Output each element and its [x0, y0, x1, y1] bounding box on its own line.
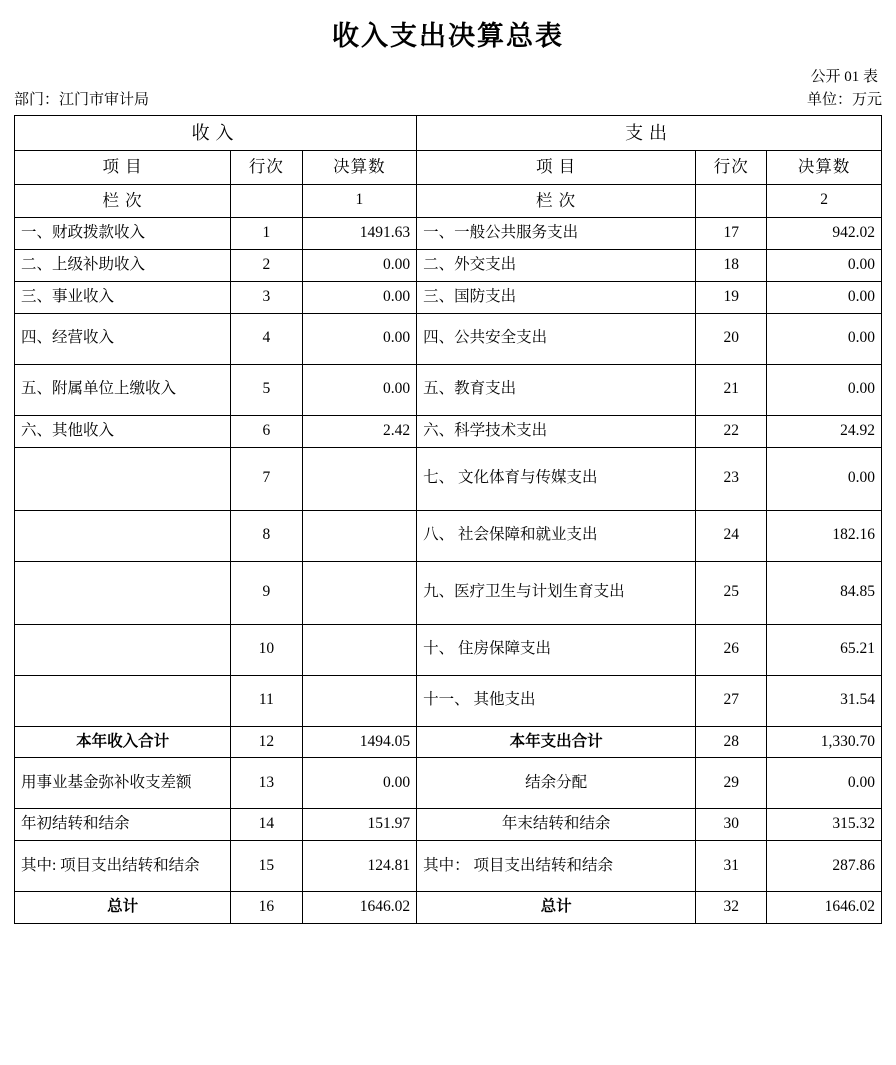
row-right-number: 28 [696, 726, 767, 758]
table-row [15, 364, 882, 415]
column-index-blank-left [231, 184, 302, 217]
row-right-number: 23 [696, 447, 767, 510]
table-row-grand-total [15, 892, 882, 924]
table-row-total [15, 726, 882, 758]
row-left-item: 一、财政拨款收入 [15, 217, 231, 249]
col-header-expense-amount: 决算数 [767, 151, 882, 184]
row-left-number: 6 [231, 415, 302, 447]
row-left-amount: 124.81 [302, 841, 417, 892]
row-left-item: 五、附属单位上缴收入 [15, 364, 231, 415]
row-left-amount: 2.42 [302, 415, 417, 447]
table-row [15, 758, 882, 809]
row-right-item: 八、 社会保障和就业支出 [417, 510, 696, 561]
table-row [15, 313, 882, 364]
row-right-item: 四、公共安全支出 [417, 313, 696, 364]
row-left-number: 3 [231, 281, 302, 313]
row-left-number: 11 [231, 675, 302, 726]
row-left-number: 14 [231, 809, 302, 841]
public-number: 公开 01 表 [810, 69, 878, 85]
row-left-number: 8 [231, 510, 302, 561]
row-right-number: 24 [696, 510, 767, 561]
row-left-amount [302, 561, 417, 624]
row-right-amount: 182.16 [767, 510, 882, 561]
table-row [15, 561, 882, 624]
row-left-amount: 1494.05 [302, 726, 417, 758]
row-right-amount: 1,330.70 [767, 726, 882, 758]
table-row [15, 281, 882, 313]
row-right-amount: 0.00 [767, 281, 882, 313]
row-right-amount: 315.32 [767, 809, 882, 841]
row-right-amount: 0.00 [767, 447, 882, 510]
row-left-item: 年初结转和结余 [15, 809, 231, 841]
row-right-number: 25 [696, 561, 767, 624]
table-row [15, 415, 882, 447]
row-right-item: 一、一般公共服务支出 [417, 217, 696, 249]
row-left-amount [302, 624, 417, 675]
row-left-number: 12 [231, 726, 302, 758]
row-left-amount: 0.00 [302, 758, 417, 809]
row-right-item: 六、科学技术支出 [417, 415, 696, 447]
col-header-income-item: 项 目 [15, 151, 231, 184]
row-right-amount: 942.02 [767, 217, 882, 249]
row-left-item: 其中: 项目支出结转和结余 [15, 841, 231, 892]
row-left-item [15, 624, 231, 675]
row-right-amount: 24.92 [767, 415, 882, 447]
row-right-number: 31 [696, 841, 767, 892]
row-right-item: 二、外交支出 [417, 249, 696, 281]
row-right-number: 21 [696, 364, 767, 415]
row-left-number: 1 [231, 217, 302, 249]
row-left-item [15, 675, 231, 726]
row-left-item [15, 561, 231, 624]
table-row [15, 249, 882, 281]
row-right-number: 30 [696, 809, 767, 841]
table-row [15, 447, 882, 510]
row-right-item: 十一、 其他支出 [417, 675, 696, 726]
column-index-label-left: 栏 次 [15, 184, 231, 217]
table-row [15, 510, 882, 561]
table-row [15, 841, 882, 892]
row-left-item: 本年收入合计 [15, 726, 231, 758]
row-right-number: 29 [696, 758, 767, 809]
row-left-amount: 1491.63 [302, 217, 417, 249]
budget-table [14, 115, 882, 924]
row-left-amount: 0.00 [302, 249, 417, 281]
row-right-item: 三、国防支出 [417, 281, 696, 313]
row-right-amount: 287.86 [767, 841, 882, 892]
row-left-amount: 0.00 [302, 364, 417, 415]
row-left-number: 13 [231, 758, 302, 809]
row-right-amount: 0.00 [767, 364, 882, 415]
row-left-number: 2 [231, 249, 302, 281]
row-left-amount [302, 447, 417, 510]
row-left-number: 9 [231, 561, 302, 624]
row-left-number: 10 [231, 624, 302, 675]
table-row [15, 624, 882, 675]
row-right-number: 19 [696, 281, 767, 313]
row-right-item: 七、 文化体育与传媒支出 [417, 447, 696, 510]
document-page [0, 14, 896, 924]
row-right-item: 其中： 项目支出结转和结余 [417, 841, 696, 892]
row-left-item: 二、上级补助收入 [15, 249, 231, 281]
row-left-number: 16 [231, 892, 302, 924]
table-row [15, 809, 882, 841]
row-right-amount: 1646.02 [767, 892, 882, 924]
col-header-expense-item: 项 目 [417, 151, 696, 184]
row-left-item: 总计 [15, 892, 231, 924]
table-row [15, 217, 882, 249]
page-title: 收入支出决算总表 [332, 21, 564, 51]
row-left-number: 5 [231, 364, 302, 415]
col-header-income-rownum: 行次 [231, 151, 302, 184]
row-right-amount: 0.00 [767, 249, 882, 281]
unit-label: 单位：万元 [806, 92, 882, 108]
column-index-blank-right [696, 184, 767, 217]
row-left-amount: 0.00 [302, 313, 417, 364]
table-column-index-row [15, 184, 882, 217]
public-number-row [14, 65, 878, 86]
row-right-amount: 0.00 [767, 758, 882, 809]
row-right-amount: 65.21 [767, 624, 882, 675]
row-right-item: 九、医疗卫生与计划生育支出 [417, 561, 696, 624]
group-header-expense: 支出 [417, 116, 882, 151]
row-left-item: 四、经营收入 [15, 313, 231, 364]
row-right-item: 本年支出合计 [417, 726, 696, 758]
department-label: 部门：江门市审计局 [14, 92, 150, 108]
row-left-amount: 1646.02 [302, 892, 417, 924]
row-right-item: 十、 住房保障支出 [417, 624, 696, 675]
row-right-amount: 84.85 [767, 561, 882, 624]
row-left-number: 15 [231, 841, 302, 892]
row-left-amount: 151.97 [302, 809, 417, 841]
row-right-item: 总计 [417, 892, 696, 924]
row-left-item: 三、事业收入 [15, 281, 231, 313]
row-right-item: 结余分配 [417, 758, 696, 809]
row-right-amount: 0.00 [767, 313, 882, 364]
row-right-number: 20 [696, 313, 767, 364]
table-row [15, 675, 882, 726]
row-left-item: 用事业基金弥补收支差额 [15, 758, 231, 809]
row-left-amount [302, 675, 417, 726]
row-left-amount [302, 510, 417, 561]
column-index-label-right: 栏 次 [417, 184, 696, 217]
row-left-item: 六、其他收入 [15, 415, 231, 447]
table-group-header-row [15, 116, 882, 151]
table-column-header-row [15, 151, 882, 184]
row-left-number: 4 [231, 313, 302, 364]
row-right-number: 18 [696, 249, 767, 281]
group-header-income: 收入 [15, 116, 417, 151]
column-index-right: 2 [767, 184, 882, 217]
column-index-left: 1 [302, 184, 417, 217]
row-right-number: 26 [696, 624, 767, 675]
row-right-number: 32 [696, 892, 767, 924]
row-left-item [15, 447, 231, 510]
row-right-number: 22 [696, 415, 767, 447]
row-left-number: 7 [231, 447, 302, 510]
row-right-item: 五、教育支出 [417, 364, 696, 415]
row-right-item: 年末结转和结余 [417, 809, 696, 841]
col-header-income-amount: 决算数 [302, 151, 417, 184]
col-header-expense-rownum: 行次 [696, 151, 767, 184]
row-right-amount: 31.54 [767, 675, 882, 726]
row-left-item [15, 510, 231, 561]
row-right-number: 27 [696, 675, 767, 726]
row-left-amount: 0.00 [302, 281, 417, 313]
meta-line [14, 88, 882, 109]
row-right-number: 17 [696, 217, 767, 249]
